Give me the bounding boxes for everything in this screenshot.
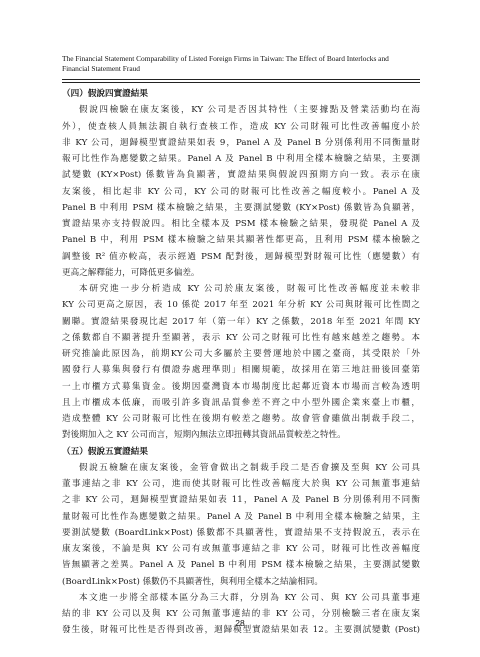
header-rule-thin	[62, 82, 420, 83]
text-line: KY 公司更高之原因，表 10 係從 2017 年至 2021 年分析 KY 公司與財報可比性間之	[62, 300, 420, 311]
text-line: Panel B 中利用 PSM 樣本檢驗之結果，主要測試變數 (KY×Post) 係數皆為負顯著，	[62, 202, 420, 213]
text-line: 一上市櫃方式募集資金。後期因臺灣資本市場制度比起鄰近資本市場而言較為透明	[62, 381, 420, 392]
text-line: 董事連結之非 KY 公司，進而使其財報可比性改善幅度大於與 KY 公司無董事連結	[62, 479, 420, 489]
text-line: 非 KY 公司，迴歸模型實證結果如表 9，Panel A 及 Panel B 分別係利用不同衡量財	[62, 137, 420, 148]
text-line: 假說四檢驗在康友案後，KY 公司是否因其特性（主要據點及營業活動均在海	[79, 105, 420, 116]
text-line: 本文進一步將全部樣本區分為三大群，分別為 KY 公司、與 KY 公司具董事連	[79, 592, 420, 603]
running-header-line-1: The Financial Statement Comparability of Listed Foreign Firms in Taiwan: The Effect of Board Interlocks and	[62, 54, 389, 63]
running-header	[62, 54, 422, 74]
text-line: 更高之解釋能力，可降低更多偏差。	[62, 267, 200, 278]
header-rule	[62, 79, 420, 80]
text-line: 外），使查核人員無法親自執行查核工作，造成 KY 公司財報可比性改善幅度小於	[62, 121, 420, 132]
text-line: 假說五檢驗在康友案後，金管會做出之制裁手段二是否會擴及至與 KY 公司具	[79, 462, 420, 473]
text-line: Panel B 中，利用 PSM 樣本檢驗之結果其顯著性都更高，且利用 PSM 樣本檢驗之	[62, 235, 420, 246]
text-line: 量財報可比性作為應變數之結果。Panel A 及 Panel B 中利用全樣本檢驗之結果，主	[62, 511, 420, 522]
text-line: 報可比性作為應變數之結果。Panel A 及 Panel B 中利用全樣本檢驗之結果，主要測	[62, 154, 420, 164]
text-line: 實證結果亦支持假說四。相比全樣本及 PSM 樣本檢驗之結果，發現從 Panel A 及	[62, 219, 420, 229]
text-line: 國發行人募集與發行有價證券處理準則」相關規範，故採用在第三地註冊後回臺第	[62, 365, 420, 376]
text-line: 對後期加入之 KY 公司而言，短期內無法立即扭轉其資訊品質較差之特性。	[62, 430, 346, 441]
text-line: 發生後，財報可比性是否得到改善，迴歸模型實證結果如表 12。主要測試變數 (Post)	[62, 625, 420, 636]
page-number: 28	[235, 618, 245, 628]
section-heading: （四）假說四實證結果	[62, 89, 148, 99]
running-header-line-2: Financial Statement Fraud	[62, 64, 140, 73]
text-line: (BoardLink×Post) 係數仍不具顯著性，與利用全樣本之結論相同。	[62, 576, 323, 587]
text-line: 結的非 KY 公司以及與 KY 公司無董事連結的非 KY 公司，分別檢驗三者在康友案	[62, 609, 420, 619]
body-text	[62, 86, 420, 639]
text-line: 要測試變數 (BoardLink×Post) 係數都不具顯著性，實證結果不支持假說五，表示在	[62, 527, 420, 538]
section-heading: （五）假說五實證結果	[62, 446, 148, 457]
text-line: 研究推論此原因為，前期KY公司大多屬於主要營運地於中國之臺商，其受限於「外	[62, 349, 420, 359]
text-line: 皆無顯著之差異。Panel A 及 Panel B 中利用 PSM 樣本檢驗之結果，主要測試變數	[62, 560, 420, 571]
text-line: 且上市櫃成本低廉，而吸引許多資訊品質參差不齊之中小型外國企業來臺上市櫃，	[62, 397, 420, 408]
text-line: 調整後 R² 值亦較高，表示經過 PSM 配對後，迴歸模型對財報可比性（應變數）有	[62, 251, 420, 262]
text-line: 本研究進一步分析造成 KY 公司於康友案後，財報可比性改善幅度並未較非	[79, 284, 420, 294]
text-line: 關聯。實證結果發現比起 2017 年（第一年）KY 之係數，2018 年至 2021 年間 KY	[62, 316, 420, 327]
text-line: 試變數 (KY×Post) 係數皆為負顯著，實證結果與假說四預期方向一致。表示在康	[62, 170, 420, 181]
text-line: 康友案後，不論是與 KY 公司有或無董事連結之非 KY 公司，財報可比性改善幅度	[62, 544, 420, 554]
text-line: 之係數都自不顯著提升至顯著，表示 KY 公司之財報可比性有越來越差之趨勢。本	[62, 332, 420, 343]
text-line: 友案後，相比起非 KY 公司，KY 公司的財報可比性改善之幅度較小。Panel A 及	[62, 186, 420, 197]
text-line: 造成整體 KY 公司財報可比性在後期有較差之趨勢。故會管會雖做出制裁手段二，	[62, 414, 420, 424]
text-line: 之非 KY 公司，迴歸模型實證結果如表 11，Panel A 及 Panel B 分別係利用不同衡	[62, 495, 420, 506]
